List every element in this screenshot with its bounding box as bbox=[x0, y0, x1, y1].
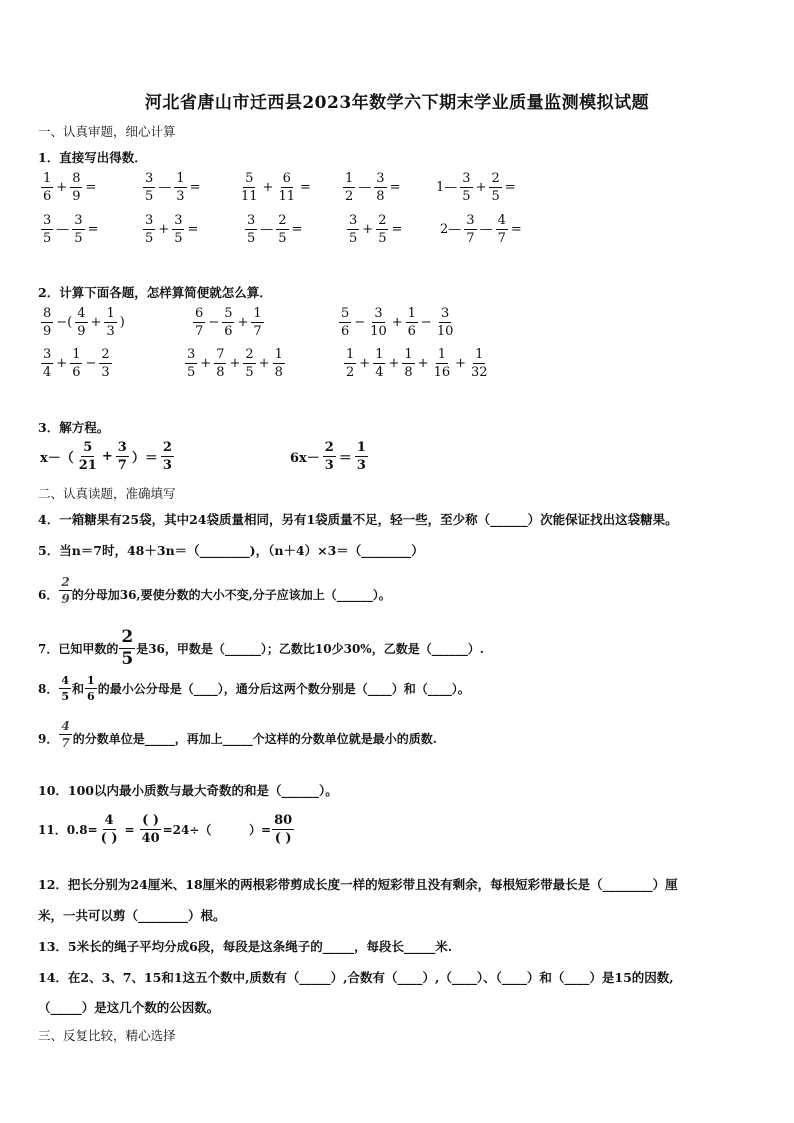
q2-expr-6: $\frac{1}{2}$ + $\frac{1}{4}$ + $\frac{1}{8}$ + $\frac{1}{16}$ + $\frac{1}{32}$ bbox=[346, 347, 488, 380]
q11-text: 11．0.8= $\frac{4}{( )}$ = $\frac{( )}{40}$ =24÷（ ）= $\frac{80}{( )}$ bbox=[38, 813, 293, 846]
q10-text: 10．100以内最小质数与最大奇数的和是（______）。 bbox=[38, 783, 338, 798]
q1-label: 1．直接写出得数． bbox=[38, 150, 147, 165]
q2-expr-1: $\frac{8}{9}$ −( $\frac{4}{9}$ + $\frac{1}{3}$ ) bbox=[43, 306, 125, 339]
q1-expr-3: $\frac{5}{11}$ + $\frac{6}{11}$ = bbox=[241, 171, 311, 204]
q14-text-line-2: （_____）是这几个数的公因数。 bbox=[38, 1000, 220, 1015]
q1-expr-2: $\frac{3}{5}$ — $\frac{1}{3}$ = bbox=[145, 171, 201, 204]
q12-text-line-2: 米，一共可以剪（________）根。 bbox=[38, 908, 226, 923]
q6-text: 6． $\frac{2}{9}$ 的分母加36,要使分数的大小不变,分子应该加上（______）。 bbox=[38, 575, 391, 606]
q4-text: 4．一箱糖果有25袋，其中24袋质量相同，另有1袋质量不足，轻一些，至少称（______）次能保证找出这袋糖果。 bbox=[38, 512, 678, 527]
q2-expr-2: $\frac{6}{7}$ − $\frac{5}{6}$ + $\frac{1}{7}$ bbox=[195, 306, 262, 339]
q1-expr-7: $\frac{3}{5}$ + $\frac{3}{5}$ = bbox=[145, 213, 199, 246]
q1-expr-6: $\frac{3}{5}$ — $\frac{3}{5}$ = bbox=[43, 213, 99, 246]
q7-text: 7．已知甲数的 $\frac{2}{5}$ 是36，甲数是（______）；乙数比10少30%，乙数是（______）. bbox=[38, 627, 484, 669]
q2-expr-4: $\frac{3}{4}$ + $\frac{1}{6}$ − $\frac{2}{3}$ bbox=[43, 347, 110, 380]
q8-text: 8． $\frac{4}{5}$ 和 $\frac{1}{6}$ 的最小公分母是（____），通分后这两个数分别是（____）和（____）。 bbox=[38, 674, 470, 703]
q2-expr-3: $\frac{5}{6}$ − $\frac{3}{10}$ + $\frac{1}{6}$ − $\frac{3}{10}$ bbox=[341, 306, 454, 339]
q3-label: 3．解方程。 bbox=[38, 420, 110, 435]
q1-expr-10: 2— $\frac{3}{7}$ — $\frac{4}{7}$ = bbox=[440, 213, 522, 246]
q2-label: 2．计算下面各题，怎样算简便就怎么算． bbox=[38, 285, 272, 300]
q1-expr-9: $\frac{3}{5}$ + $\frac{2}{5}$ = bbox=[349, 213, 403, 246]
q1-expr-4: $\frac{1}{2}$ — $\frac{3}{8}$ = bbox=[345, 171, 401, 204]
q1-expr-8: $\frac{3}{5}$ — $\frac{2}{5}$ = bbox=[247, 213, 303, 246]
section-2-heading: 二、认真读题，准确填写 bbox=[38, 486, 176, 501]
q2-expr-5: $\frac{3}{5}$ + $\frac{7}{8}$ + $\frac{2}{5}$ + $\frac{1}{8}$ bbox=[187, 347, 283, 380]
q5-text: 5．当n＝7时，48＋3n＝（________)，（n＋4）×3＝（________） bbox=[38, 543, 424, 558]
section-1-heading: 一、认真审题，细心计算 bbox=[38, 124, 176, 139]
q13-text: 13．5米长的绳子平均分成6段，每段是这条绳子的_____，每段长_____米. bbox=[38, 939, 453, 954]
q3-equation-2: 6x－ $\frac{2}{3}$ ＝ $\frac{1}{3}$ bbox=[290, 440, 366, 473]
page-title: 河北省唐山市迁西县2023年数学六下期末学业质量监测模拟试题 bbox=[144, 93, 650, 113]
q12-text-line-1: 12．把长分别为24厘米、18厘米的两根彩带剪成长度一样的短彩带且没有剩余，每根短彩带最长是（________）厘 bbox=[38, 877, 678, 892]
q1-expr-1: $\frac{1}{6}$ + $\frac{8}{9}$ = bbox=[43, 171, 97, 204]
q1-expr-5: 1— $\frac{3}{5}$ + $\frac{2}{5}$ = bbox=[436, 171, 516, 204]
q3-equation-1: x－（ $\frac{5}{21}$ + $\frac{3}{7}$ ）＝ $\frac{2}{3}$ bbox=[40, 440, 172, 473]
section-3-heading: 三、反复比较，精心选择 bbox=[38, 1028, 176, 1043]
q9-text: 9． $\frac{4}{7}$ 的分数单位是_____，再加上_____个这样的分数单位就是最小的质数. bbox=[38, 719, 437, 750]
q14-text-line-1: 14．在2、3、7、15和1这五个数中,质数有（_____）,合数有（____）,（____）、（____）和（____）是15的因数, bbox=[38, 970, 674, 985]
